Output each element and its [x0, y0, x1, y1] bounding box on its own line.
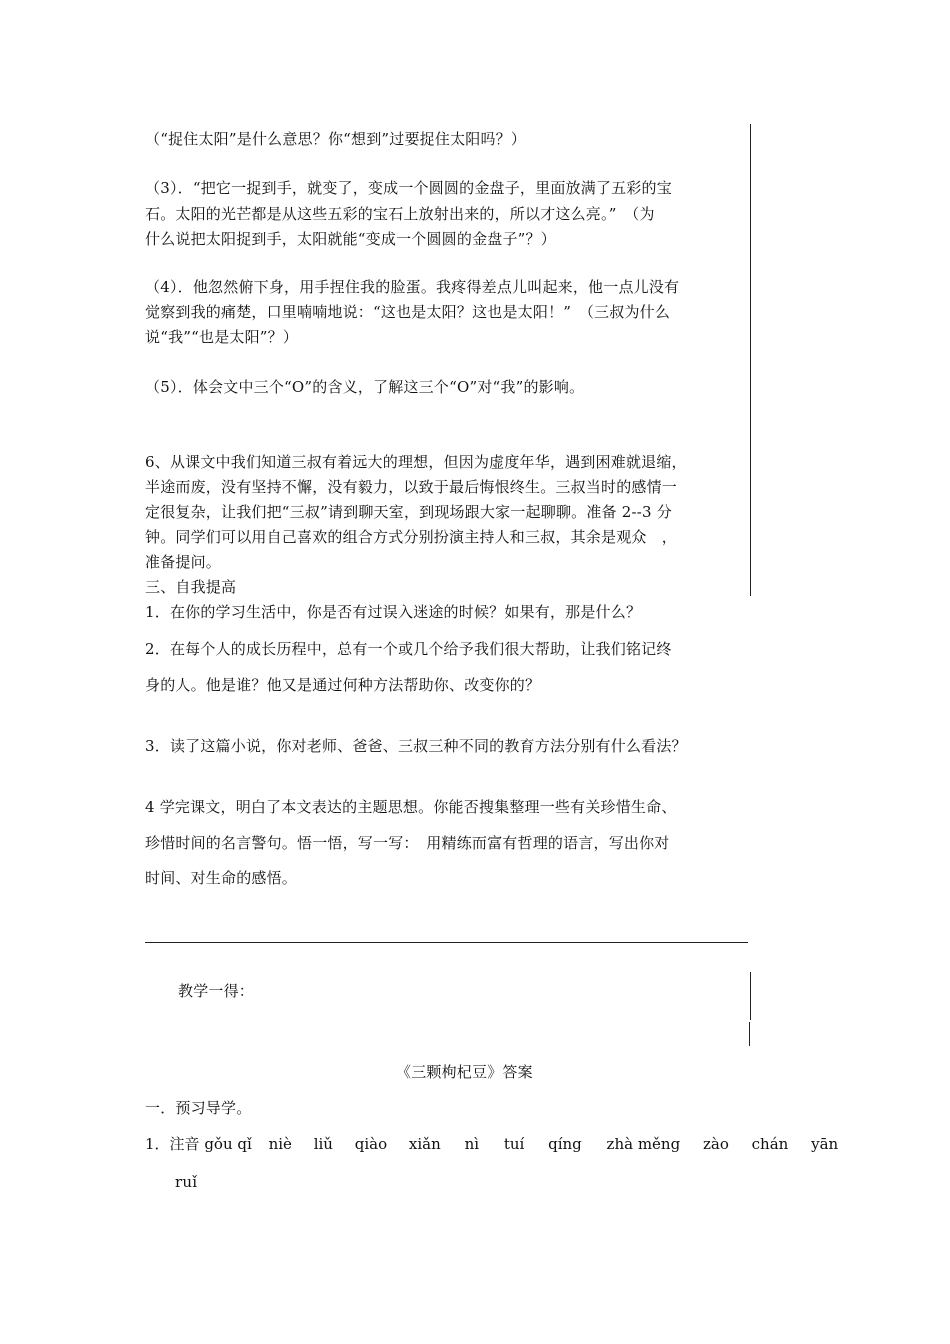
section-6-line-2: 半途而废，没有坚持不懈，没有毅力，以致于最后悔恨终生。三叔当时的感情一 — [145, 478, 678, 496]
pinyin-9: zhà měng — [606, 1135, 681, 1153]
section-6-line-3: 定很复杂，让我们把“三叔”请到聊天室，到现场跟大家一起聊聊。准备 2--3 分 — [145, 503, 672, 521]
self-improve-item-4-line-1: 4 学完课文，明白了本文表达的主题思想。你能否搜集整理一些有关珍惜生命、 — [145, 798, 677, 816]
pinyin-5: xiǎn — [408, 1135, 441, 1153]
pinyin-8: qíng — [548, 1135, 582, 1153]
pinyin-4: qiào — [354, 1135, 388, 1153]
self-improve-item-1: 1．在你的学习生活中，你是否有过误入迷途的时候？如果有，那是什么？ — [145, 603, 642, 621]
question-4-line-2: 觉察到我的痛楚，口里喃喃地说：“这也是太阳？这也是太阳！” （三叔为什么 — [145, 303, 671, 321]
margin-rule-lower-b — [749, 1022, 750, 1046]
section-6-line-4: 钟。同学们可以用自己喜欢的组合方式分别扮演主持人和三叔，其余是观众 ， — [145, 528, 678, 546]
pinyin-3: liǔ — [313, 1135, 333, 1153]
section-6-line-1: 6、从课文中我们知道三叔有着远大的理想，但因为虚度年华，遇到困难就退缩， — [145, 453, 687, 471]
section-divider — [145, 942, 748, 943]
question-3-line-3: 什么说把太阳捉到手，太阳就能“变成一个圆圆的金盘子”？） — [145, 230, 556, 248]
answer-section-1-heading: 一．预习导学。 — [145, 1099, 252, 1117]
pinyin-10: zào — [702, 1135, 729, 1153]
pinyin-1: gǒu qǐ — [204, 1135, 252, 1153]
self-improve-item-4-line-3: 时间、对生命的感悟。 — [145, 869, 298, 887]
answer-item-1-pinyin-wrap: ruǐ — [175, 1173, 198, 1191]
section-6-line-5: 准备提问。 — [145, 553, 222, 571]
question-4-line-3: 说“我”“也是太阳”？） — [145, 328, 299, 346]
pinyin-6: nì — [464, 1135, 480, 1153]
question-2-text: （“捉住太阳”是什么意思？你“想到”过要捉住太阳吗？） — [145, 130, 527, 148]
self-improve-item-2-line-1: 2．在每个人的成长历程中，总有一个或几个给予我们很大帮助，让我们铭记终 — [145, 640, 672, 658]
pinyin-2: niè — [268, 1135, 292, 1153]
answer-title: 《三颗枸杞豆》答案 — [396, 1063, 533, 1081]
self-improve-item-2-line-2: 身的人。他是谁？他又是通过何种方法帮助你、改变你的？ — [145, 676, 541, 694]
question-4-line-1: （4）．他忽然俯下身，用手捏住我的脸蛋。我疼得差点儿叫起来，他一点儿没有 — [145, 278, 680, 296]
self-improve-item-4-line-2: 珍惜时间的名言警句。悟一悟，写一写： 用精练而富有哲理的语言，写出你对 — [145, 834, 670, 852]
pinyin-11: chán — [751, 1135, 789, 1153]
question-3-line-1: （3）．“把它一捉到手，就变了，变成一个圆圆的金盘子，里面放满了五彩的宝 — [145, 179, 672, 197]
section-3-heading: 三、自我提高 — [145, 578, 237, 596]
answer-item-1-pinyin-row — [145, 1133, 838, 1154]
question-3-line-2: 石。太阳的光芒都是从这些五彩的宝石上放射出来的，所以才这么亮。” （为 — [145, 205, 655, 223]
teaching-note-label: 教学一得： — [178, 982, 255, 1000]
pinyin-7: tuí — [503, 1135, 525, 1153]
answer-item-1-label: 1．注音 — [145, 1135, 200, 1153]
question-5-line-1: （5）．体会文中三个“O”的含义，了解这三个“O”对“我”的影响。 — [145, 378, 585, 396]
margin-rule-upper — [750, 124, 751, 596]
pinyin-12: yān — [811, 1135, 839, 1153]
self-improve-item-3: 3．读了这篇小说，你对老师、爸爸、三叔三种不同的教育方法分别有什么看法？ — [145, 737, 687, 755]
margin-rule-lower-a — [750, 972, 751, 1020]
